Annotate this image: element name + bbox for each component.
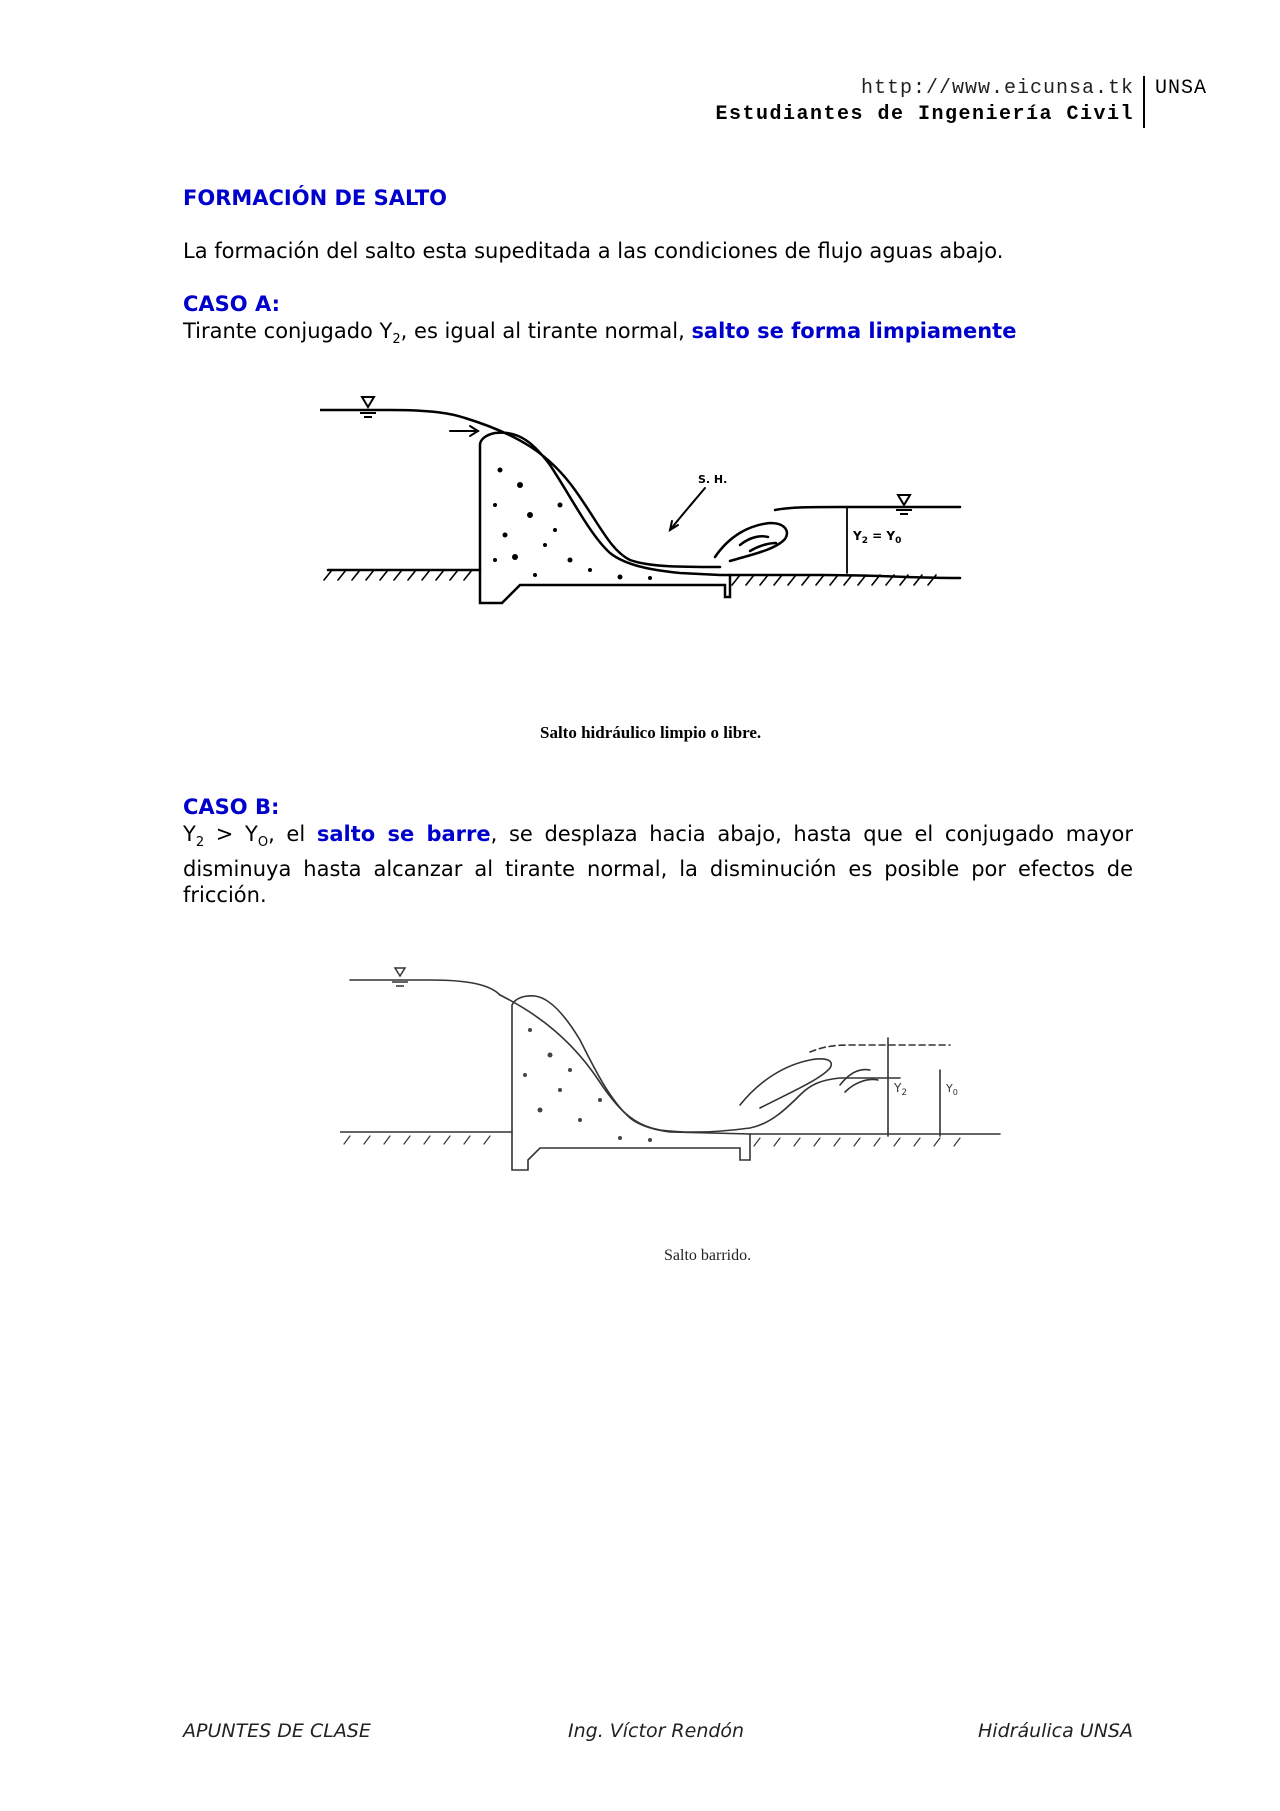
case-b-highlight: salto se barre [316, 822, 491, 846]
footer-left: APUNTES DE CLASE [183, 1720, 371, 1742]
intro-paragraph: La formación del salto esta supeditada a las condiciones de flujo aguas abajo. [183, 239, 1004, 263]
figure-a-caption: Salto hidráulico limpio o libre. [540, 723, 762, 742]
figure-b-caption: Salto barrido. [664, 1247, 752, 1264]
dam-body [512, 996, 750, 1170]
case-a-mid: , es igual al tirante normal, [400, 319, 692, 343]
case-a-sub: 2 [392, 332, 401, 348]
label-y2-main: Y [894, 1081, 902, 1095]
figure-salto-limpio [320, 385, 980, 625]
label-y2: Y [853, 529, 862, 543]
case-b-yo-sub: O [257, 835, 269, 851]
upstream-water-line [350, 980, 500, 995]
header-url[interactable]: http://www.eicunsa.tk [860, 77, 1134, 100]
case-a-text [183, 318, 1133, 353]
label-yo-sub: 0 [952, 1088, 958, 1097]
label-y2 [893, 1081, 907, 1098]
nappe-curve [500, 995, 900, 1132]
label-y2-sub: 2 [901, 1088, 908, 1098]
figure-salto-barrido [340, 960, 1020, 1180]
nappe-curve [465, 418, 720, 567]
upstream-level-symbol [395, 968, 405, 976]
header-site-block [715, 76, 1145, 128]
header-group: Estudiantes de Ingeniería Civil [715, 103, 1134, 126]
case-b-text [183, 821, 1133, 908]
case-b-comma: , el [268, 822, 317, 846]
ground-right [730, 575, 960, 578]
label-sh: S. H. [698, 473, 728, 486]
sh-arrow [670, 488, 705, 530]
section-title: FORMACIÓN DE SALTO [183, 186, 448, 210]
case-b-gt: > Y [204, 822, 258, 846]
downstream-water-line [810, 1045, 950, 1052]
label-y2-eq-yo [852, 529, 901, 546]
case-a-heading: CASO A: [183, 292, 280, 316]
downstream-level-symbol [898, 495, 910, 505]
case-b-heading: CASO B: [183, 795, 280, 819]
dam-body [480, 433, 730, 603]
label-yo [945, 1082, 958, 1097]
case-b-y2: Y [183, 822, 196, 846]
case-b-y2-sub: 2 [195, 835, 205, 851]
label-eq: = Y [867, 529, 896, 543]
upstream-level-symbol [362, 397, 374, 407]
header-org: UNSA [1155, 77, 1208, 100]
label-yo-sub: 0 [895, 536, 902, 546]
footer-right: Hidráulica UNSA [978, 1720, 1133, 1742]
case-b-rest: , se desplaza hacia abajo, hasta que el conjugado mayor disminuya hasta alcanzar al tirante normal, la disminución es posible por efectos de fricción. [183, 822, 1134, 908]
downstream-water-line [775, 507, 960, 510]
case-a-highlight: salto se forma limpiamente [691, 319, 1017, 343]
label-yo-main: Y [946, 1082, 953, 1095]
case-a-prefix: Tirante conjugado Y [183, 319, 393, 343]
upstream-water-line [320, 410, 465, 418]
label-y2-sub: 2 [861, 536, 868, 546]
footer-center: Ing. Víctor Rendón [568, 1720, 745, 1742]
